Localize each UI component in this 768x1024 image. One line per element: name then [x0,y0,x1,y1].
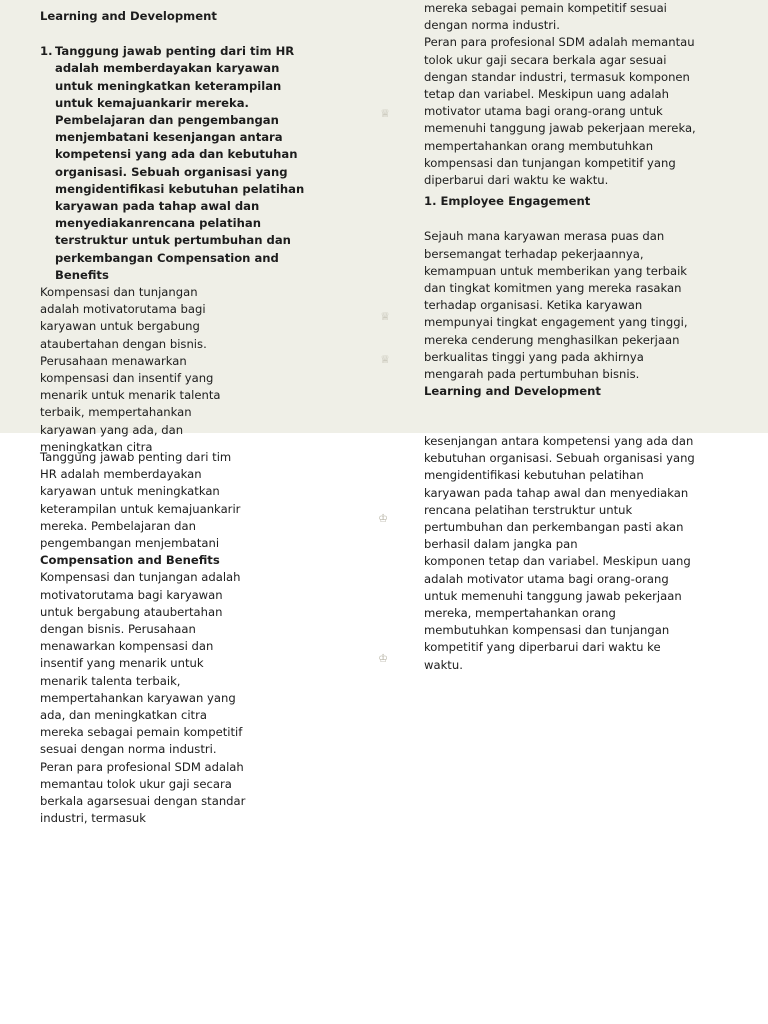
ornament-icon: ♔ [378,512,388,525]
section-heading: Learning and Development [40,9,217,23]
numbered-list-item [40,43,310,284]
ornament-icon: ♔ [378,652,388,665]
compensation-paragraph: Kompensasi dan tunjangan adalah motivatorutama bagi karyawan untuk bergabung ataubertahan dengan bisnis. Perusahaan menawarkan kompensasi dan insentif yang menarik untuk menarik talenta terbaik, mempertahankan karyawan yang ada, dan meningkatkan citra mereka sebagai pemain kompetitif sesuai dengan norma industri. [40,570,243,757]
bottom-right-column [424,433,696,674]
ornament-icon: ♕ [380,107,390,120]
paragraph-continuation: mereka sebagai pemain kompetitif sesuai dengan norma industri. [424,1,667,33]
bottom-left-column [40,449,246,827]
hr-role-paragraph: Peran para profesional SDM adalah memantau tolok ukur gaji secara berkala agarsesuai dengan standar industri, termasuk [40,759,246,826]
learning-development-heading: Learning and Development [424,384,601,399]
employee-engagement-heading: 1. Employee Engagement [424,194,591,209]
gap-paragraph: kesenjangan antara kompetensi yang ada dan kebutuhan organisasi. Sebuah organisasi yang mengidentifikasi kebutuhan pelatihan karyawan pada tahap awal dan menyediakan rencana pelatihan terstruktur untuk pertumbuhan dan perkembangan pasti akan berhasil dalam jangka pan [424,434,695,552]
list-item-text: Tanggung jawab penting dari tim HR adalah memberdayakan karyawan untuk meningkatkan keterampilan untuk kemajuankarir mereka. Pembelajaran dan pengembangan menjembatani kesenjangan antara kompetensi yang ada dan kebutuhan organisasi. Sebuah organisasi yang mengidentifikasi kebutuhan pelatihan karyawan pada tahap awal dan menyediakanrencana pelatihan terstruktur untuk pertumbuhan dan perkembangan Compensation and Benefits [55,44,305,282]
components-paragraph: komponen tetap dan variabel. Meskipun uang adalah motivator utama bagi orang-orang untuk memenuhi tanggung jawab pekerjaan mereka, mempertahankan orang membutuhkan kompensasi dan tunjangan kompetitif yang diperbarui dari waktu ke waktu. [424,554,691,672]
engagement-paragraph: Sejauh mana karyawan merasa puas dan bersemangat terhadap pekerjaannya, kemampuan untuk memberikan yang terbaik dan tingkat komitmen yang mereka rasakan terhadap organisasi. Ketika karyawan mempunyai tingkat engagement yang tinggi, mereka cenderung menghasilkan pekerjaan berkualitas tinggi yang pada akhirnya mengarah pada pertumbuhan bisnis. [424,229,688,382]
list-number: 1. [40,44,53,59]
compensation-paragraph: Kompensasi dan tunjangan adalah motivatorutama bagi karyawan untuk bergabung ataubertahan dengan bisnis. Perusahaan menawarkan kompensasi dan insentif yang menarik untuk menarik talenta terbaik, mempertahankan karyawan yang ada, dan meningkatkan citra [40,285,221,454]
top-right-column [424,0,696,400]
ornament-icon: ♕ [380,353,390,366]
top-left-column [40,8,310,456]
hr-role-paragraph: Peran para profesional SDM adalah memantau tolok ukur gaji secara berkala agar sesuai dengan standar industri, termasuk komponen tetap dan variabel. Meskipun uang adalah motivator utama bagi orang-orang untuk memenuhi tanggung jawab pekerjaan mereka, mempertahankan orang membutuhkan kompensasi dan tunjangan kompetitif yang diperbarui dari waktu ke waktu. [424,35,696,188]
ornament-icon: ♕ [380,310,390,323]
compensation-heading: Compensation and Benefits [40,553,220,568]
hr-responsibility-paragraph: Tanggung jawab penting dari tim HR adalah memberdayakan karyawan untuk meningkatkan keterampilan untuk kemajuankarir mereka. Pembelajaran dan pengembangan menjembatani [40,450,241,551]
